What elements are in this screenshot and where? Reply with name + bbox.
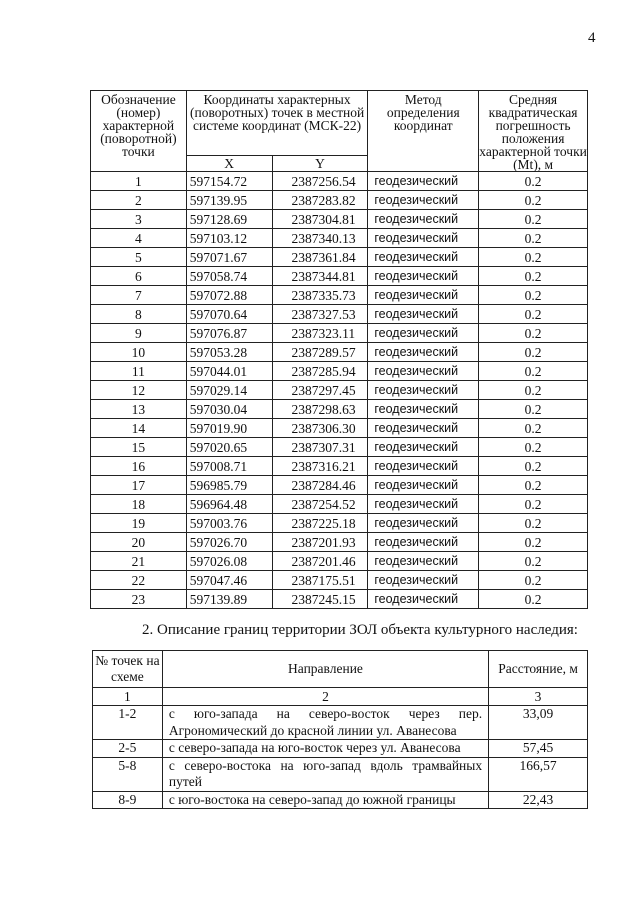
table-row [91, 571, 588, 590]
coord-y-cell: 2387225.18 [272, 514, 368, 533]
accuracy-cell: 0.2 [479, 457, 588, 476]
method-cell: геодезический [368, 552, 479, 571]
method-cell: геодезический [368, 571, 479, 590]
header-direction: Направление [162, 651, 488, 688]
method-cell: геодезический [368, 362, 479, 381]
direction-cell: с юго-востока на северо-запад до южной границы [162, 791, 488, 809]
index-cell: 3 [489, 688, 588, 706]
table-row [91, 362, 588, 381]
method-cell: геодезический [368, 248, 479, 267]
table-row [91, 438, 588, 457]
coord-y-cell: 2387307.31 [272, 438, 368, 457]
method-cell: геодезический [368, 191, 479, 210]
coordinates-table-body [91, 172, 588, 609]
coord-x-cell: 596985.79 [186, 476, 272, 495]
coord-x-cell: 596964.48 [186, 495, 272, 514]
coord-x-cell: 597030.04 [186, 400, 272, 419]
coord-y-cell: 2387297.45 [272, 381, 368, 400]
point-number-cell: 17 [91, 476, 187, 495]
coord-x-cell: 597008.71 [186, 457, 272, 476]
coord-x-cell: 597019.90 [186, 419, 272, 438]
accuracy-cell: 0.2 [479, 286, 588, 305]
coord-y-cell: 2387316.21 [272, 457, 368, 476]
table-row [93, 757, 588, 791]
points-cell: 5-8 [93, 757, 163, 791]
distance-cell: 22,43 [489, 791, 588, 809]
point-number-cell: 13 [91, 400, 187, 419]
index-cell: 2 [162, 688, 488, 706]
table-row [93, 791, 588, 809]
table-row [91, 590, 588, 609]
coordinates-table [90, 90, 588, 609]
method-cell: геодезический [368, 267, 479, 286]
coord-y-cell: 2387327.53 [272, 305, 368, 324]
coord-x-cell: 597072.88 [186, 286, 272, 305]
accuracy-cell: 0.2 [479, 552, 588, 571]
direction-cell: с юго-запада на северо-восток через пер. Агрономический до красной линии ул. Аванесова [162, 706, 488, 740]
borders-table-body [93, 706, 588, 809]
table-row [91, 457, 588, 476]
point-number-cell: 1 [91, 172, 187, 191]
point-number-cell: 16 [91, 457, 187, 476]
point-number-cell: 15 [91, 438, 187, 457]
coord-x-cell: 597044.01 [186, 362, 272, 381]
table-row [91, 267, 588, 286]
coord-y-cell: 2387306.30 [272, 419, 368, 438]
coord-x-cell: 597026.70 [186, 533, 272, 552]
table-row [91, 305, 588, 324]
point-number-cell: 11 [91, 362, 187, 381]
point-number-cell: 7 [91, 286, 187, 305]
point-number-cell: 21 [91, 552, 187, 571]
direction-cell: с северо-востока на юго-запад вдоль трамвайных путей [162, 757, 488, 791]
header-points: № точек на схеме [93, 651, 163, 688]
table-row [91, 419, 588, 438]
point-number-cell: 12 [91, 381, 187, 400]
header-distance: Расстояние, м [489, 651, 588, 688]
coord-x-cell: 597029.14 [186, 381, 272, 400]
method-cell: геодезический [368, 457, 479, 476]
table-row [91, 381, 588, 400]
coord-x-cell: 597020.65 [186, 438, 272, 457]
accuracy-cell: 0.2 [479, 324, 588, 343]
header-x: X [186, 156, 272, 172]
point-number-cell: 3 [91, 210, 187, 229]
accuracy-cell: 0.2 [479, 229, 588, 248]
point-number-cell: 19 [91, 514, 187, 533]
header-method: Метод определения координат [368, 91, 479, 172]
coord-x-cell: 597047.46 [186, 571, 272, 590]
coord-x-cell: 597058.74 [186, 267, 272, 286]
accuracy-cell: 0.2 [479, 267, 588, 286]
point-number-cell: 6 [91, 267, 187, 286]
method-cell: геодезический [368, 400, 479, 419]
coord-y-cell: 2387361.84 [272, 248, 368, 267]
accuracy-cell: 0.2 [479, 590, 588, 609]
direction-cell: с северо-запада на юго-восток через ул. Аванесова [162, 740, 488, 758]
coord-y-cell: 2387323.11 [272, 324, 368, 343]
coord-y-cell: 2387340.13 [272, 229, 368, 248]
coord-y-cell: 2387285.94 [272, 362, 368, 381]
table-row [91, 191, 588, 210]
table-row [91, 476, 588, 495]
distance-cell: 166,57 [489, 757, 588, 791]
method-cell: геодезический [368, 229, 479, 248]
accuracy-cell: 0.2 [479, 495, 588, 514]
method-cell: геодезический [368, 172, 479, 191]
accuracy-cell: 0.2 [479, 476, 588, 495]
table-row [91, 286, 588, 305]
points-cell: 1-2 [93, 706, 163, 740]
coord-y-cell: 2387256.54 [272, 172, 368, 191]
coord-x-cell: 597103.12 [186, 229, 272, 248]
coord-y-cell: 2387283.82 [272, 191, 368, 210]
accuracy-cell: 0.2 [479, 400, 588, 419]
coord-y-cell: 2387289.57 [272, 343, 368, 362]
method-cell: геодезический [368, 419, 479, 438]
point-number-cell: 9 [91, 324, 187, 343]
accuracy-cell: 0.2 [479, 571, 588, 590]
method-cell: геодезический [368, 476, 479, 495]
coord-y-cell: 2387245.15 [272, 590, 368, 609]
coord-x-cell: 597053.28 [186, 343, 272, 362]
point-number-cell: 8 [91, 305, 187, 324]
table-row [91, 400, 588, 419]
index-cell: 1 [93, 688, 163, 706]
accuracy-cell: 0.2 [479, 210, 588, 229]
coord-x-cell: 597154.72 [186, 172, 272, 191]
table-row [91, 172, 588, 191]
method-cell: геодезический [368, 514, 479, 533]
distance-cell: 33,09 [489, 706, 588, 740]
table-row [91, 248, 588, 267]
accuracy-cell: 0.2 [479, 343, 588, 362]
point-number-cell: 4 [91, 229, 187, 248]
point-number-cell: 18 [91, 495, 187, 514]
table-row [91, 552, 588, 571]
page-number: 4 [588, 30, 596, 46]
table-row [91, 495, 588, 514]
accuracy-cell: 0.2 [479, 533, 588, 552]
point-number-cell: 20 [91, 533, 187, 552]
table-row [91, 229, 588, 248]
point-number-cell: 2 [91, 191, 187, 210]
table-row [91, 210, 588, 229]
coord-y-cell: 2387335.73 [272, 286, 368, 305]
method-cell: геодезический [368, 343, 479, 362]
header-designation: Обозначение (номер) характерной (поворотной) точки [91, 91, 187, 172]
coord-y-cell: 2387344.81 [272, 267, 368, 286]
coord-x-cell: 597071.67 [186, 248, 272, 267]
coord-x-cell: 597076.87 [186, 324, 272, 343]
coord-y-cell: 2387254.52 [272, 495, 368, 514]
accuracy-cell: 0.2 [479, 362, 588, 381]
accuracy-cell: 0.2 [479, 438, 588, 457]
table-row [91, 343, 588, 362]
coord-y-cell: 2387298.63 [272, 400, 368, 419]
coord-x-cell: 597139.89 [186, 590, 272, 609]
coord-y-cell: 2387201.93 [272, 533, 368, 552]
table-row [93, 706, 588, 740]
points-cell: 8-9 [93, 791, 163, 809]
coord-x-cell: 597128.69 [186, 210, 272, 229]
header-coordinates: Координаты характерных (поворотных) точек в местной системе координат (МСК-22) [186, 91, 368, 156]
method-cell: геодезический [368, 495, 479, 514]
point-number-cell: 10 [91, 343, 187, 362]
method-cell: геодезический [368, 381, 479, 400]
method-cell: геодезический [368, 590, 479, 609]
coord-y-cell: 2387284.46 [272, 476, 368, 495]
table-row [91, 324, 588, 343]
coord-x-cell: 597026.08 [186, 552, 272, 571]
method-cell: геодезический [368, 210, 479, 229]
section-heading: 2. Описание границ территории ЗОЛ объекта культурного наследия: [142, 622, 578, 638]
coord-x-cell: 597139.95 [186, 191, 272, 210]
method-cell: геодезический [368, 324, 479, 343]
coord-x-cell: 597070.64 [186, 305, 272, 324]
coord-y-cell: 2387304.81 [272, 210, 368, 229]
points-cell: 2-5 [93, 740, 163, 758]
point-number-cell: 5 [91, 248, 187, 267]
accuracy-cell: 0.2 [479, 305, 588, 324]
table-row [91, 533, 588, 552]
table-row [93, 740, 588, 758]
method-cell: геодезический [368, 533, 479, 552]
accuracy-cell: 0.2 [479, 514, 588, 533]
borders-table [92, 650, 588, 809]
point-number-cell: 22 [91, 571, 187, 590]
point-number-cell: 23 [91, 590, 187, 609]
method-cell: геодезический [368, 305, 479, 324]
distance-cell: 57,45 [489, 740, 588, 758]
coord-y-cell: 2387201.46 [272, 552, 368, 571]
coord-x-cell: 597003.76 [186, 514, 272, 533]
method-cell: геодезический [368, 286, 479, 305]
header-accuracy: Средняя квадратическая погрешность положения характерной точки (Mt), м [479, 92, 587, 172]
table-row [91, 514, 588, 533]
accuracy-cell: 0.2 [479, 172, 588, 191]
point-number-cell: 14 [91, 419, 187, 438]
accuracy-cell: 0.2 [479, 191, 588, 210]
method-cell: геодезический [368, 438, 479, 457]
coord-y-cell: 2387175.51 [272, 571, 368, 590]
accuracy-cell: 0.2 [479, 381, 588, 400]
accuracy-cell: 0.2 [479, 419, 588, 438]
header-y: Y [272, 156, 368, 172]
accuracy-cell: 0.2 [479, 248, 588, 267]
